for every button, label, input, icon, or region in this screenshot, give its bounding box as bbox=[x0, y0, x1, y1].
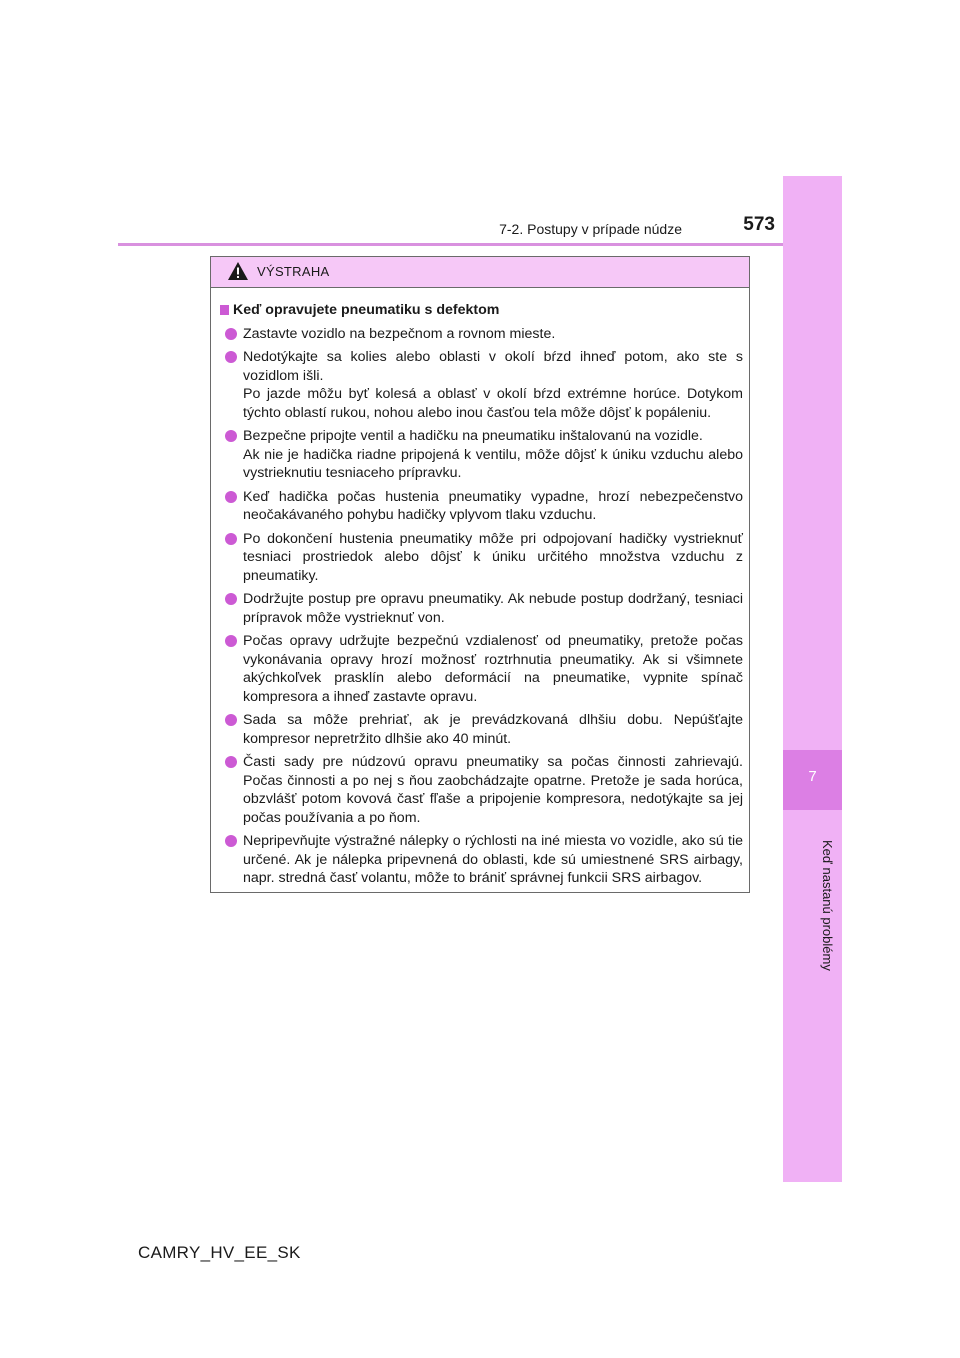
list-item-text: Ak nie je hadička riadne pripojená k ventilu, môže dôjsť k úniku vzduchu alebo vystrieknutiu tesniaceho prípravku. bbox=[243, 446, 743, 481]
warning-title: VÝSTRAHA bbox=[257, 264, 330, 279]
list-item bbox=[220, 711, 743, 748]
document-code: CAMRY_HV_EE_SK bbox=[138, 1243, 301, 1262]
list-item bbox=[220, 632, 743, 706]
warning-triangle-icon bbox=[227, 261, 249, 281]
section-title: 7-2. Postupy v prípade núdze bbox=[499, 221, 682, 237]
header-rule bbox=[118, 243, 783, 246]
list-item-text: Dodržujte postup pre opravu pneumatiky. Ak nebude postup dodržaný, tesniaci prípravok môže vystrieknuť von. bbox=[243, 591, 743, 626]
list-item bbox=[220, 348, 743, 422]
warning-box bbox=[210, 256, 750, 893]
square-bullet-icon bbox=[220, 305, 229, 315]
list-item-text: Keď hadička počas hustenia pneumatiky vypadne, hrozí nebezpečenstvo neočakávaného pohybu hadičky vplyvom tlaku vzduchu. bbox=[243, 488, 743, 523]
bullet-dot-icon bbox=[225, 328, 237, 340]
chapter-number-block bbox=[783, 750, 842, 810]
bullet-dot-icon bbox=[225, 635, 237, 647]
warning-header bbox=[211, 257, 749, 288]
list-item bbox=[220, 753, 743, 827]
list-item-text: Nepripevňujte výstražné nálepky o rýchlosti na iné miesta vo vozidle, ako sú tie určené. Ak je nálepka pripevnená do oblasti, kde sú umiestnené SRS airbagy, napr. stredná časť volantu, môže to brániť správnej funkcii SRS airbagov. bbox=[243, 833, 743, 886]
page-number: 573 bbox=[743, 214, 775, 235]
list-item bbox=[220, 488, 743, 525]
bullet-dot-icon bbox=[225, 491, 237, 503]
bullet-dot-icon bbox=[225, 430, 237, 442]
list-item bbox=[220, 325, 743, 344]
warning-heading bbox=[220, 301, 743, 320]
warning-body bbox=[211, 288, 749, 888]
bullet-dot-icon bbox=[225, 756, 237, 768]
list-item bbox=[220, 530, 743, 586]
chapter-title: Keď nastanú problémy bbox=[820, 840, 835, 971]
bullet-dot-icon bbox=[225, 593, 237, 605]
bullet-dot-icon bbox=[225, 533, 237, 545]
bullet-dot-icon bbox=[225, 351, 237, 363]
chapter-number: 7 bbox=[808, 768, 817, 785]
bullet-dot-icon bbox=[225, 714, 237, 726]
warning-heading-text: Keď opravujete pneumatiku s defektom bbox=[233, 302, 500, 318]
list-item-text: Zastavte vozidlo na bezpečnom a rovnom mieste. bbox=[243, 325, 556, 342]
list-item-text: Bezpečne pripojte ventil a hadičku na pneumatiku inštalovanú na vozidle. bbox=[243, 428, 703, 444]
list-item-text: Nedotýkajte sa kolies alebo oblasti v okolí bŕzd ihneď potom, ako ste s vozidlom išli. bbox=[243, 349, 743, 384]
list-item bbox=[220, 590, 743, 627]
chapter-side-tab bbox=[783, 176, 842, 1182]
list-item bbox=[220, 427, 743, 483]
list-item-text: Po dokončení hustenia pneumatiky môže pri odpojovaní hadičky vystrieknuť tesniaci prostriedok alebo dôjsť k úniku určitého množstva vzduchu z pneumatiky. bbox=[243, 530, 743, 584]
warning-list bbox=[220, 325, 743, 888]
list-item-text: Po jazde môžu byť kolesá a oblasť v okolí bŕzd extrémne horúce. Dotykom týchto oblastí rukou, nohou alebo inou časťou tela môže dôjsť k popáleniu. bbox=[243, 386, 743, 421]
list-item-text: Časti sady pre núdzovú opravu pneumatiky sa počas činnosti zahrievajú. Počas činnosti a po nej s ňou zaobchádzajte opatrne. Pretože je sada horúca, obzvlášť potom kovová časť fľaše a pripojenie kompresora, nedotýkajte sa jej počas používania a po ňom. bbox=[243, 754, 743, 826]
list-item bbox=[220, 832, 743, 888]
bullet-dot-icon bbox=[225, 835, 237, 847]
list-item-text: Počas opravy udržujte bezpečnú vzdialenosť od pneumatiky, pretože počas vykonávania opravy hrozí možnosť roztrhnutia pneumatiky. Ak si všimnete akýchkoľvek prasklín alebo deformácií na pneumatike, vypnite spínač kompresora a ihneď zastavte opravu. bbox=[243, 633, 743, 705]
list-item-text: Sada sa môže prehriať, ak je prevádzkovaná dlhšiu dobu. Nepúšťajte kompresor nepretržito dlhšie ako 40 minút. bbox=[243, 712, 743, 747]
